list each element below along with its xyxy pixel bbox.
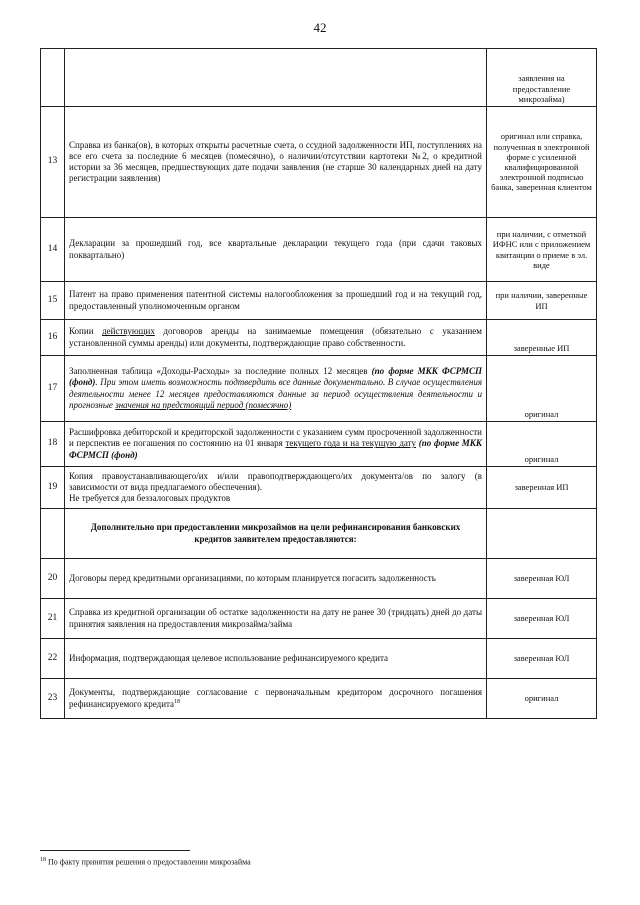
table-row: [41, 599, 597, 639]
table-row: [41, 422, 597, 467]
row-number: 18: [41, 422, 65, 467]
section-row: [41, 509, 597, 559]
row-document-form: оригинал: [487, 422, 597, 467]
row-description: Договоры перед кредитными организациями, по которым планируется погасить задолженность: [65, 559, 487, 599]
row-number: 23: [41, 679, 65, 719]
row-description: Копия правоустанавливающего/их и/или правоподтверждающего/их документа/ов по залогу (в зависимости от вида предлагаемого обеспечения). Не требуется для беззалоговых продуктов: [65, 467, 487, 509]
row-description: Патент на право применения патентной системы налогообложения за прошедший год и на текущий год, предоставленный уполномоченным органом: [65, 282, 487, 320]
row-description: Копии действующих договоров аренды на занимаемые помещения (обязательно с указанием установленной суммы аренды) или документы, подтверждающие право собственности.: [65, 320, 487, 356]
row-description: Документы, подтверждающие согласование с первоначальным кредитором досрочного погашения рефинансируемого кредита$^{18}$: [65, 679, 487, 719]
row-number: 16: [41, 320, 65, 356]
row-description: Декларации за прошедший год, все квартальные декларации текущего года (при сдачи таковых поквартально): [65, 218, 487, 282]
documents-table: [40, 48, 597, 719]
row-document-form: оригинал или справка, полученная в электронной форме с усиленной квалифицированной электронной подписью банка, заверенная клиентом: [487, 107, 597, 218]
row-number: 19: [41, 467, 65, 509]
footnote-mark: 18: [40, 857, 46, 863]
table-row: [41, 679, 597, 719]
table-row: [41, 320, 597, 356]
row-document-form: заверенная ЮЛ: [487, 559, 597, 599]
footnote-divider: [40, 850, 190, 851]
row-number: 22: [41, 639, 65, 679]
section-heading: Дополнительно при предоставлении микрозаймов на цели рефинансирования банковских кредитов заявителем предоставляются:: [65, 509, 487, 559]
footnote: [40, 857, 251, 867]
table-row: [41, 639, 597, 679]
row-number: 15: [41, 282, 65, 320]
row-number: 20: [41, 559, 65, 599]
table-row: [41, 467, 597, 509]
table-row: [41, 49, 597, 107]
row-description: [65, 49, 487, 107]
row-number: 21: [41, 599, 65, 639]
row-document-form: при наличии, с отметкой ИФНС или с приложением квитанции о приеме в эл. виде: [487, 218, 597, 282]
row-document-form: заверенная ЮЛ: [487, 599, 597, 639]
table-row: [41, 218, 597, 282]
row-number: [41, 49, 65, 107]
row-description: Информация, подтверждающая целевое использование рефинансируемого кредита: [65, 639, 487, 679]
table-row: [41, 559, 597, 599]
row-description: Справка из банка(ов), в которых открыты расчетные счета, о ссудной задолженности ИП, поступлениях на все его счета за последние 6 месяцев (помесячно), о наличии/отсутствии картотеки №2, о кредитной истории за 36 месяцев, предшествующих дате подачи заявления (не старше 30 календарных дней на дату регистрации заявления): [65, 107, 487, 218]
table-row: [41, 107, 597, 218]
row-document-form: заверенная ЮЛ: [487, 639, 597, 679]
row-description: Заполненная таблица «Доходы-Расходы» за последние полных 12 месяцев (по форме МКК ФСРМСП (фонд). При этом иметь возможность подтвердить все данные документально. В случае осуществления деятельности менее 12 месяцев предоставляются данные за период осуществления деятельности и прогнозные значения на предстоящий период (помесячно): [65, 356, 487, 422]
footnote-text: По факту принятия решения о предоставлении микрозайма: [48, 857, 251, 867]
row-document-form: заявления на предоставление микрозайма): [487, 49, 597, 107]
row-document-form: оригинал: [487, 679, 597, 719]
page-number: 42: [313, 20, 327, 35]
row-document-form: заверенные ИП: [487, 320, 597, 356]
row-number: 17: [41, 356, 65, 422]
row-document-form: заверенная ИП: [487, 467, 597, 509]
row-description: Справка из кредитной организации об остатке задолженности на дату не ранее 30 (тридцать) дней до даты принятия заявления на предоставления микрозайма/займа: [65, 599, 487, 639]
row-number: 14: [41, 218, 65, 282]
footnote-ref: 18: [174, 698, 181, 705]
table-row: [41, 356, 597, 422]
table-row: [41, 282, 597, 320]
row-document-form: при наличии, заверенные ИП: [487, 282, 597, 320]
row-description: Расшифровка дебиторской и кредиторской задолженности с указанием сумм просроченной задолженности и перспектив ее погашения по состоянию на 01 января текущего года и на текущую дату (по форме МКК ФСРМСП (фонд): [65, 422, 487, 467]
row-number: 13: [41, 107, 65, 218]
row-document-form: оригинал: [487, 356, 597, 422]
